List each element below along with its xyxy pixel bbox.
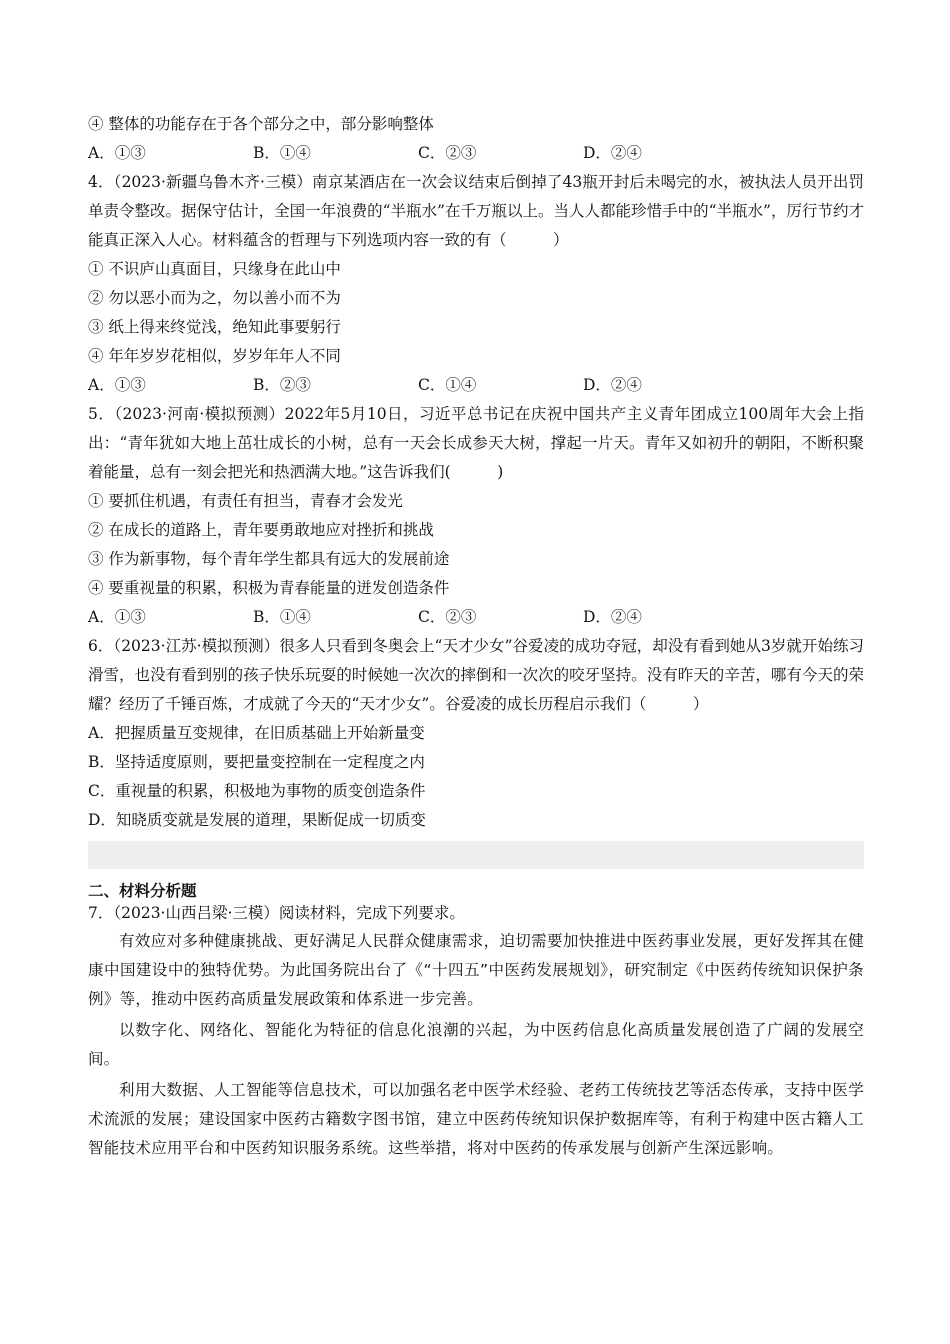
- q4-item-3: ③ 纸上得来终觉浅，绝知此事要躬行: [88, 318, 341, 336]
- q5-option-d[interactable]: D．②④: [583, 608, 642, 626]
- section-title: 二、材料分析题: [88, 882, 197, 900]
- q6-stem: 6．（2023·江苏·模拟预测）很多人只看到冬奥会上“天才少女”谷爱凌的成功夺冠，却没有看到她从3岁就开始练习滑雪，也没有看到别的孩子快乐玩耍的时候她一次次的摔倒和一次次的咬牙坚持。没有昨天的辛苦，哪有今天的荣耀？经历了千锤百炼，才成就了今天的“天才少女”。谷爱凌的成长历程启示我们（ ）: [88, 637, 864, 713]
- q4-option-d[interactable]: D．②④: [583, 376, 642, 394]
- q4-item-2: ② 勿以恶小而为之，勿以善小而不为: [88, 289, 341, 307]
- q5-item-2: ② 在成长的道路上，青年要勇敢地应对挫折和挑战: [88, 521, 434, 539]
- q3-option-a[interactable]: A．①③: [88, 144, 146, 162]
- answer-blank-band: [88, 841, 864, 869]
- material-paragraph-1: 有效应对多种健康挑战、更好满足人民群众健康需求，迫切需要加快推进中医药事业发展，更好发挥其在健康中国建设中的独特优势。为此国务院出台了《“十四五”中医药发展规划》，研究制定《中医药传统知识保护条例》等，推动中医药高质量发展政策和体系进一步完善。: [88, 932, 864, 1008]
- q5-option-b[interactable]: B．①④: [253, 608, 311, 626]
- q5-options: [88, 603, 864, 632]
- q6-choice-c[interactable]: C．重视量的积累，积极地为事物的质变创造条件: [88, 782, 426, 800]
- q4-stem: 4．（2023·新疆乌鲁木齐·三模）南京某酒店在一次会议结束后倒掉了43瓶开封后未喝完的水，被执法人员开出罚单责令整改。据保守估计，全国一年浪费的“半瓶水”在千万瓶以上。当人人都能珍惜手中的“半瓶水”，厉行节约才能真正深入人心。材料蕴含的哲理与下列选项内容一致的有（ ）: [88, 173, 864, 249]
- q7-heading: 7．（2023·山西吕梁·三模）阅读材料，完成下列要求。: [88, 904, 465, 922]
- q5-option-c[interactable]: C．②③: [418, 608, 477, 626]
- q3-item-4: ④ 整体的功能存在于各个部分之中，部分影响整体: [88, 115, 434, 133]
- q4-options: [88, 371, 864, 400]
- q6-choice-d[interactable]: D．知晓质变就是发展的道理，果断促成一切质变: [88, 811, 426, 829]
- q6-choice-b[interactable]: B．坚持适度原则，要把量变控制在一定程度之内: [88, 753, 425, 771]
- material-paragraph-2: 以数字化、网络化、智能化为特征的信息化浪潮的兴起，为中医药信息化高质量发展创造了广阔的发展空间。: [88, 1021, 864, 1068]
- q3-options: [88, 139, 864, 168]
- q4-item-1: ① 不识庐山真面目，只缘身在此山中: [88, 260, 341, 278]
- q6-choice-a[interactable]: A．把握质量互变规律，在旧质基础上开始新量变: [88, 724, 425, 742]
- q3-option-c[interactable]: C．②③: [418, 144, 477, 162]
- q5-item-3: ③ 作为新事物，每个青年学生都具有远大的发展前途: [88, 550, 450, 568]
- q5-item-1: ① 要抓住机遇，有责任有担当，青春才会发光: [88, 492, 403, 510]
- material-paragraph-3: 利用大数据、人工智能等信息技术，可以加强名老中医学术经验、老药工传统技艺等活态传承，支持中医学术流派的发展；建设国家中医药古籍数字图书馆，建立中医药传统知识保护数据库等，有利于构建中医古籍人工智能技术应用平台和中医药知识服务系统。这些举措，将对中医药的传承发展与创新产生深远影响。: [88, 1081, 864, 1157]
- q4-option-a[interactable]: A．①③: [88, 376, 146, 394]
- document-page: [88, 110, 864, 1163]
- q3-option-b[interactable]: B．①④: [253, 144, 311, 162]
- q4-option-c[interactable]: C．①④: [418, 376, 477, 394]
- q5-item-4: ④ 要重视量的积累，积极为青春能量的迸发创造条件: [88, 579, 450, 597]
- q3-option-d[interactable]: D．②④: [583, 144, 642, 162]
- q4-item-4: ④ 年年岁岁花相似，岁岁年年人不同: [88, 347, 341, 365]
- q4-option-b[interactable]: B．②③: [253, 376, 311, 394]
- q5-option-a[interactable]: A．①③: [88, 608, 146, 626]
- q5-stem: 5．（2023·河南·模拟预测）2022年5月10日，习近平总书记在庆祝中国共产主义青年团成立100周年大会上指出：“青年犹如大地上茁壮成长的小树，总有一天会长成参天大树，撑起一片天。青年又如初升的朝阳，不断积聚着能量，总有一刻会把光和热洒满大地。”这告诉我们( ): [88, 405, 864, 481]
